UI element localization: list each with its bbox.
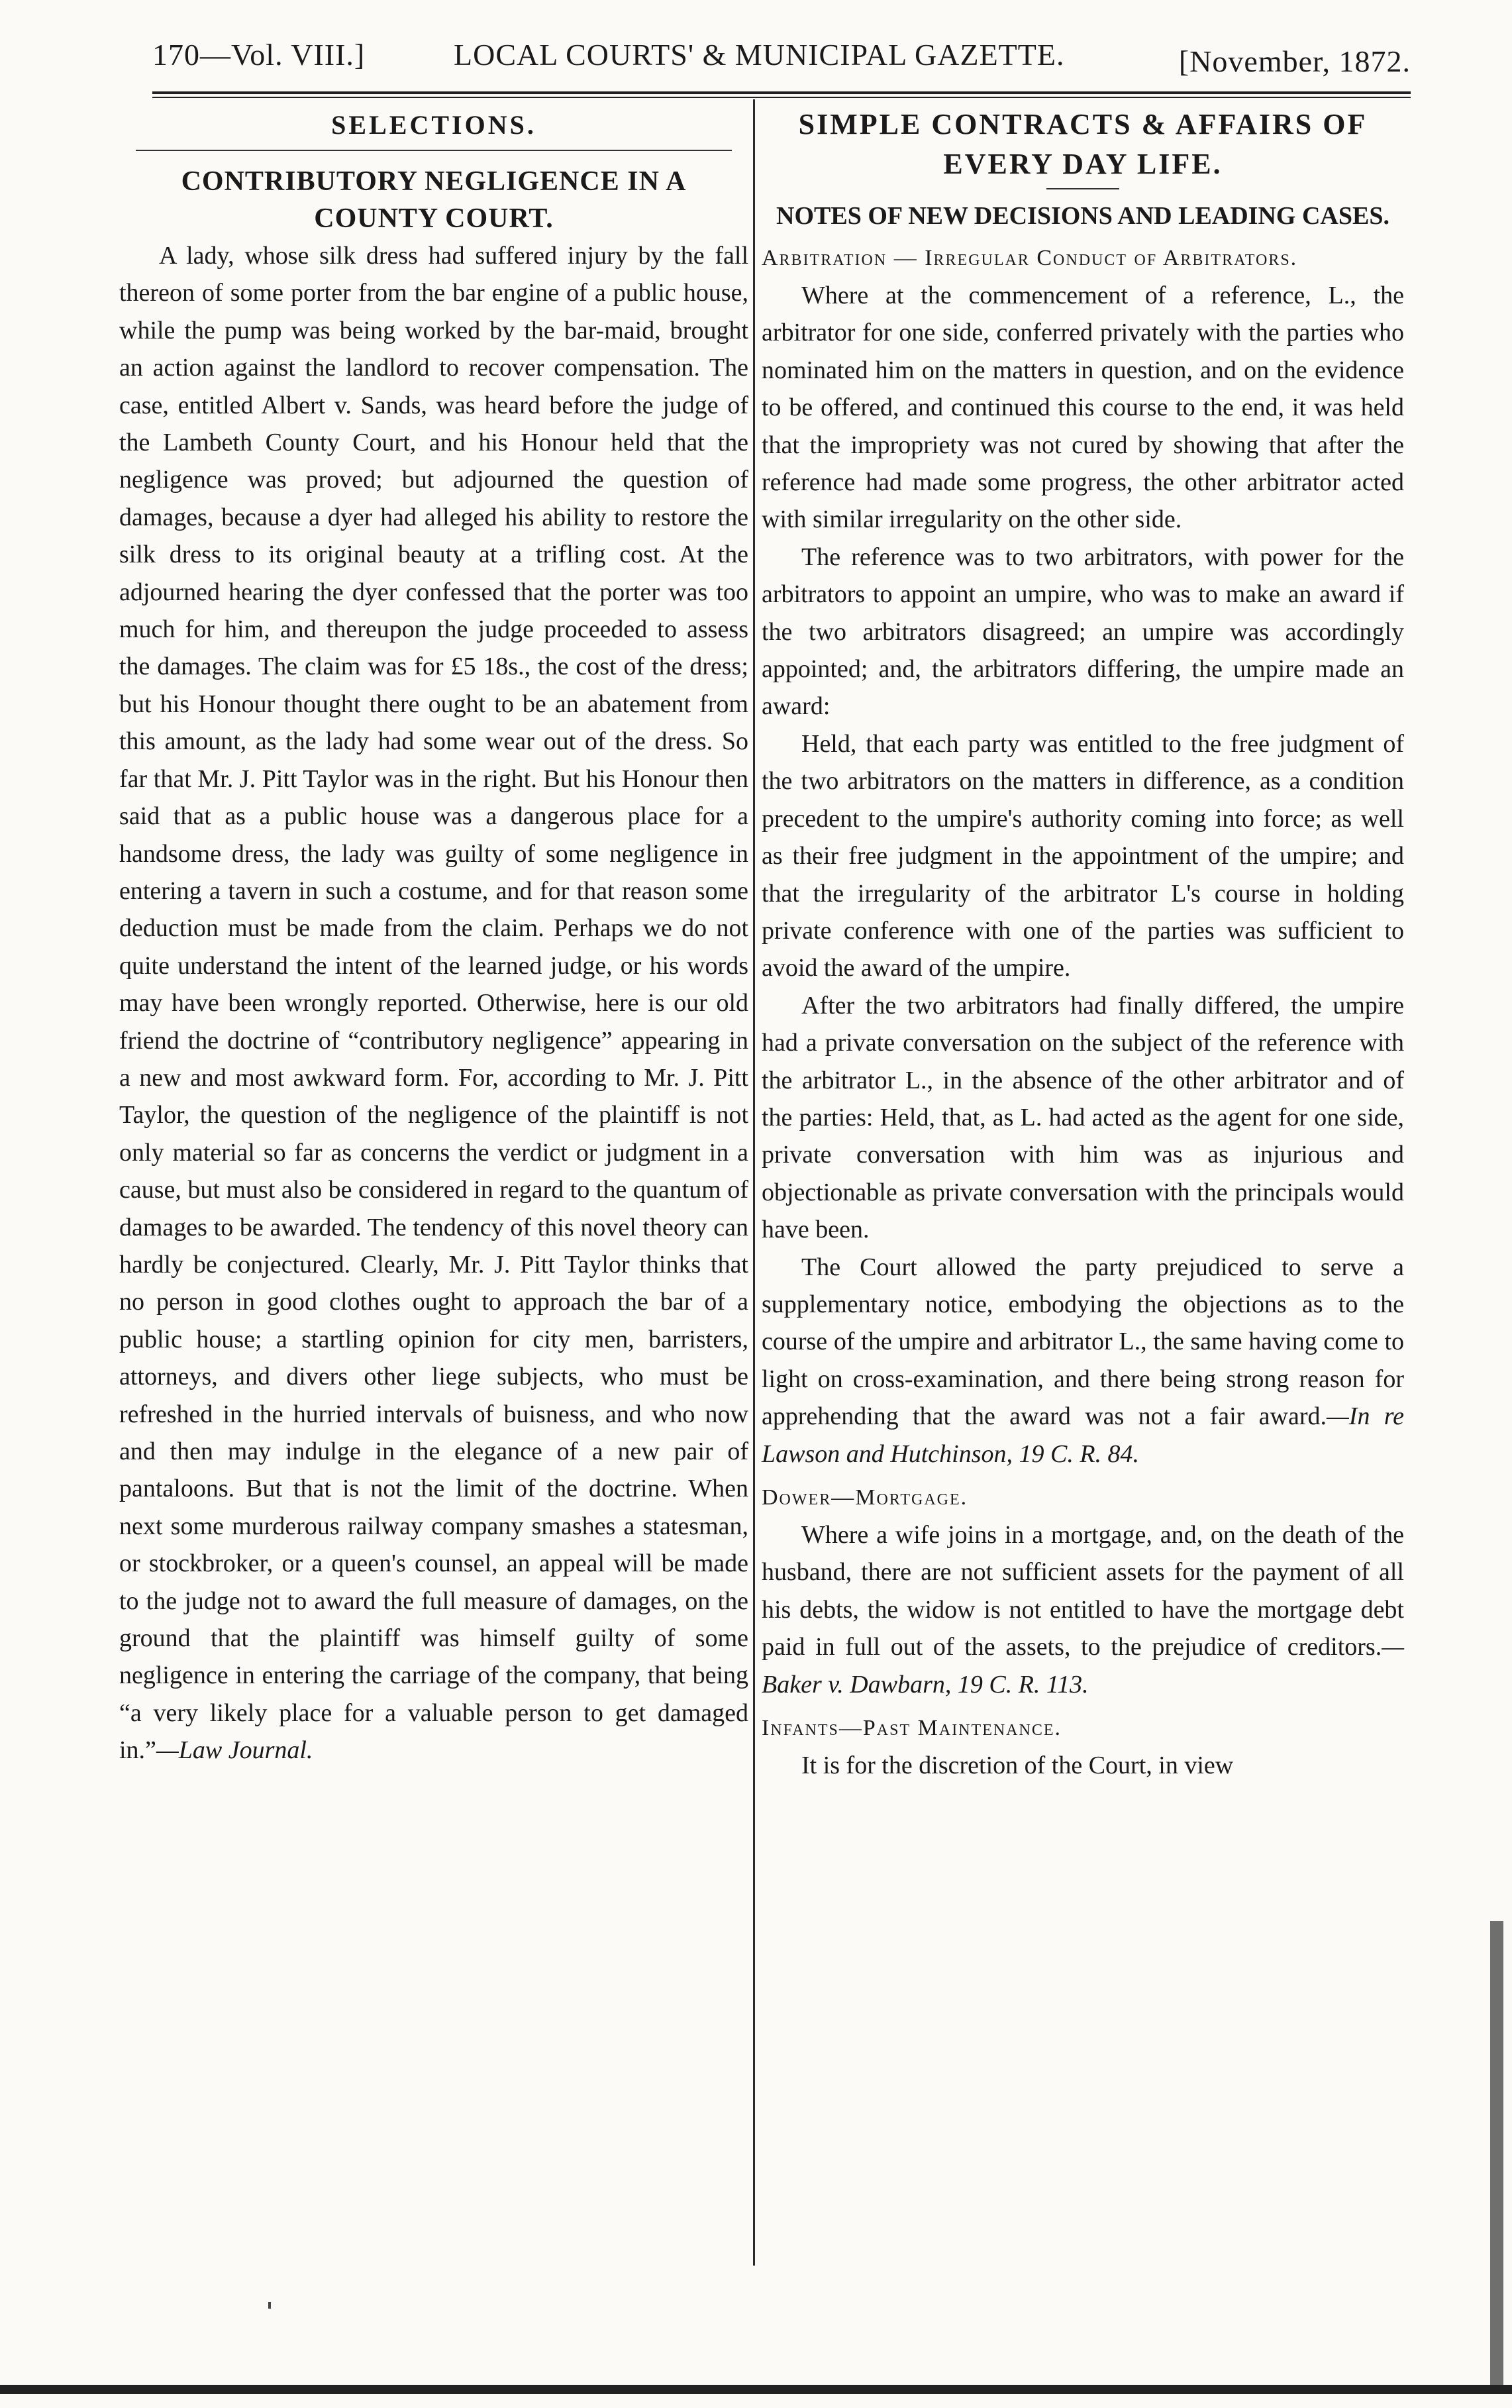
section-title-simple-contracts: SIMPLE CONTRACTS & AFFAIRS OF EVERY DAY LIFE. [798, 108, 1368, 180]
running-head [152, 32, 1411, 85]
header-double-rule [152, 91, 1411, 98]
case-heading-dower: Dower—Mortgage. [762, 1485, 968, 1510]
notes-subtitle: NOTES OF NEW DECISIONS AND LEADING CASES. [776, 202, 1389, 230]
section-title: SELECTIONS. [331, 110, 536, 140]
case-text: Where a wife joins in a mortgage, and, on the death of the husband, there are not sufficient assets for the payment of all his debts, the widow is not entitled to have the mortgage debt paid in full out of the assets, to the prejudice of creditors. [762, 1521, 1404, 1661]
print-mark [268, 2302, 271, 2309]
case-paragraph: The reference was to two arbitrators, with power for the arbitrators to appoint an umpire, who was to make an award if the two arbitrators disagreed; an umpire was accordingly appointed; and, the arbitrators differing, the umpire made an award: [762, 543, 1404, 721]
bottom-scan-edge [0, 2385, 1512, 2394]
case-heading-infants: Infants—Past Maintenance. [762, 1716, 1062, 1741]
case-citation: —In re Lawson and Hutchinson, 19 C. R. 84. [762, 1402, 1404, 1468]
page-volume-label: 170—Vol. VIII.] [152, 38, 366, 72]
case-paragraph: Held, that each party was entitled to the free judgment of the two arbitrators on the matters in difference, as a condition precedent to the umpire's authority coming into force; as well as their free judgment in the appointment of the umpire; and that the irregularity of the arbitrator L's course in holding private conference with one of the parties was sufficient to avoid the award of the umpire. [762, 729, 1404, 982]
article-body [119, 237, 748, 1769]
case-paragraph: It is for the discretion of the Court, in view [801, 1752, 1234, 1780]
section-rule [136, 150, 732, 151]
case-paragraph-with-citation [762, 1516, 1404, 1703]
case-heading-arbitration: Arbitration — Irregular Conduct of Arbitrators. [762, 246, 1298, 270]
left-column [119, 105, 748, 1769]
article-title: CONTRIBUTORY NEGLIGENCE IN A COUNTY COURT. [181, 166, 687, 234]
article-paragraph: A lady, whose silk dress had suffered injury by the fall thereon of some porter from the bar engine of a public house, while the pump was being worked by the bar-maid, brought an action against the landlord to recover compensation. The case, entitled Albert v. Sands, was heard before the judge of the Lambeth County Court, and his Honour held that the negligence was proved; but adjourned the question of damages, because a dyer had alleged his ability to restore the silk dress to its original beauty at a trifling cost. At the adjourned hearing the dyer confessed that the porter was too much for him, and thereupon the judge proceeded to assess the damages. The claim was for £5 18s., the cost of the dress; but his Honour thought there ought to be an abatement from this amount, as the lady had some wear out of the dress. So far that Mr. J. Pitt Taylor was in the right. But his Honour then said that as a public house was a dangerous place for a handsome dress, the lady was guilty of some negligence in entering a tavern in such a costume, and for that reason some deduction must be made from the claim. Perhaps we do not quite understand the intent of the learned judge, or his words may have been wrongly reported. Otherwise, here is our old friend the doctrine of “contributory negligence” appearing in a new and most awkward form. For, according to Mr. J. Pitt Taylor, the question of the negligence of the plaintiff is not only material so far as concerns the verdict or judgment in a cause, but must also be considered in regard to the quantum of damages to be awarded. The tendency of this novel theory can hardly be conjectured. Clearly, Mr. J. Pitt Taylor thinks that no person in good clothes ought to approach the bar of a public house; a startling opinion for city men, barristers, attorneys, and divers other liege subjects, who must be refreshed in the hurried intervals of buisness, and who now and then may indulge in the elegance of a new pair of pantaloons. But that is not the limit of the doctrine. When next some murderous railway company smashes a statesman, or stockbroker, or a queen's counsel, an appeal will be made to the judge not to award the full measure of damages, on the ground that the plaintiff was himself guilty of some negligence in entering the carriage of the company, that being “a very likely place for a valuable person to get damaged in.” [119, 242, 748, 1765]
case-paragraph-with-citation [762, 1249, 1404, 1473]
case-paragraph: Where at the commencement of a reference, L., the arbitrator for one side, conferred privately with the parties who nominated him on the matters in question, and on the evidence to be offered, and continued this course to the end, it was held that the impropriety was not cured by showing that after the reference had made some progress, the other arbitrator acted with similar irregularity on the other side. [762, 282, 1404, 534]
case-text: The Court allowed the party prejudiced to serve a supplementary notice, embodying the objections as to the course of the umpire and arbitrator L., the same having come to light on cross-examination, and there being strong reason for apprehending that the award was not a fair award. [762, 1253, 1404, 1431]
case-paragraph: After the two arbitrators had finally differed, the umpire had a private conversation on the subject of the reference with the arbitrator L., in the absence of the other arbitrator and of the parties: Held, that, as L. had acted as the agent for one side, private conversation with him was as injurious and objectionable as private conversation with the principals would have been. [762, 991, 1404, 1244]
article-source: —Law Journal. [156, 1736, 313, 1765]
issue-date: [November, 1872. [1178, 44, 1411, 78]
case-citation: —Baker v. Dawbarn, 19 C. R. 113. [762, 1633, 1404, 1699]
right-column [762, 105, 1404, 1784]
page-edge-shadow [1490, 1921, 1503, 2385]
publication-title: LOCAL COURTS' & MUNICIPAL GAZETTE. [454, 38, 1065, 72]
title-rule [1046, 188, 1119, 189]
column-divider [753, 99, 755, 2266]
